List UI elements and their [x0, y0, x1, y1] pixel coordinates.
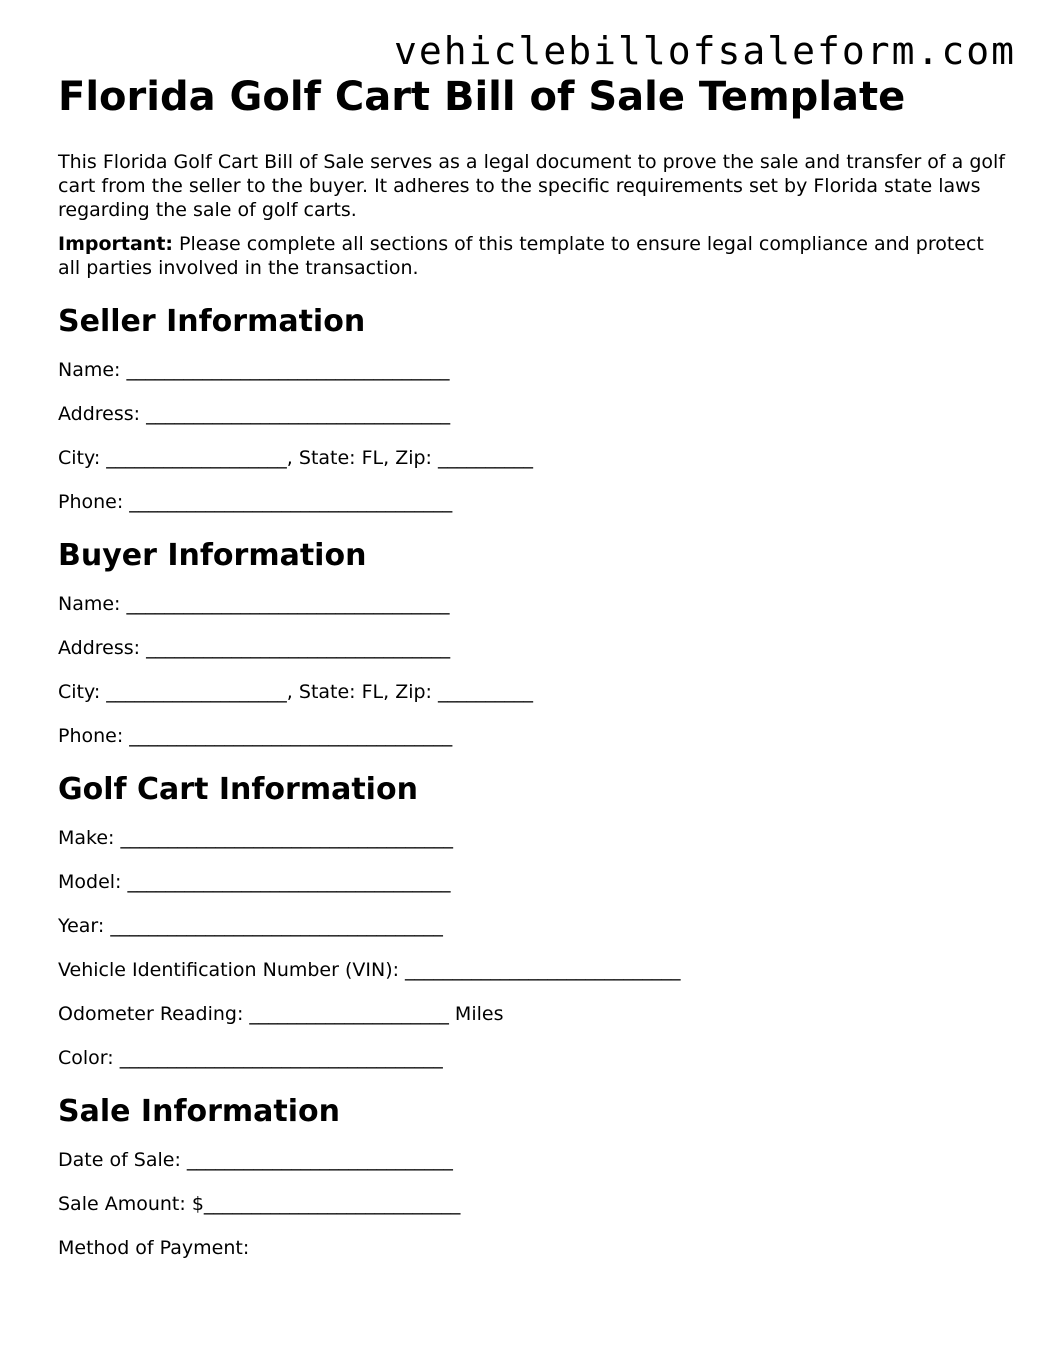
- cart-color-field[interactable]: Color: __________________________________: [58, 1047, 443, 1069]
- seller-city-state-zip-field[interactable]: City: ___________________, State: FL, Zip: __________: [58, 447, 533, 469]
- intro-paragraph: This Florida Golf Cart Bill of Sale serves as a legal document to prove the sale and transfer of a golf cart from the seller to the buyer. It adheres to the specific requirements set by Florida state laws regarding the sale of golf carts.: [58, 151, 1005, 221]
- important-label: Important:: [58, 233, 174, 255]
- buyer-name-field[interactable]: Name: __________________________________: [58, 593, 450, 615]
- sale-amount-field[interactable]: Sale Amount: $___________________________: [58, 1193, 461, 1215]
- cart-make-field[interactable]: Make: ___________________________________: [58, 827, 453, 849]
- seller-name-field[interactable]: Name: __________________________________: [58, 359, 450, 381]
- buyer-address-field[interactable]: Address: ________________________________: [58, 637, 451, 659]
- payment-method-field[interactable]: Method of Payment:: [58, 1237, 250, 1259]
- buyer-city-state-zip-field[interactable]: City: ___________________, State: FL, Zip: __________: [58, 681, 533, 703]
- cart-model-field[interactable]: Model: __________________________________: [58, 871, 451, 893]
- cart-section-heading: Golf Cart Information: [58, 772, 418, 807]
- buyer-section-heading: Buyer Information: [58, 538, 367, 573]
- buyer-phone-field[interactable]: Phone: __________________________________: [58, 725, 453, 747]
- page-title: Florida Golf Cart Bill of Sale Template: [58, 74, 906, 120]
- document-body: [58, 74, 1008, 1280]
- seller-address-field[interactable]: Address: ________________________________: [58, 403, 451, 425]
- important-text: Please complete all sections of this template to ensure legal compliance and protect all parties involved in the transaction.: [58, 233, 984, 279]
- sale-date-field[interactable]: Date of Sale: ____________________________: [58, 1149, 453, 1171]
- site-watermark: vehiclebillofsaleform.com: [394, 29, 1016, 73]
- sale-section-heading: Sale Information: [58, 1094, 340, 1129]
- cart-vin-field[interactable]: Vehicle Identification Number (VIN): _____________________________: [58, 959, 681, 981]
- seller-phone-field[interactable]: Phone: __________________________________: [58, 491, 453, 513]
- cart-year-field[interactable]: Year: ___________________________________: [58, 915, 443, 937]
- seller-section-heading: Seller Information: [58, 304, 366, 339]
- cart-odometer-field[interactable]: Odometer Reading: _____________________ Miles: [58, 1003, 504, 1025]
- important-note: [58, 232, 1008, 280]
